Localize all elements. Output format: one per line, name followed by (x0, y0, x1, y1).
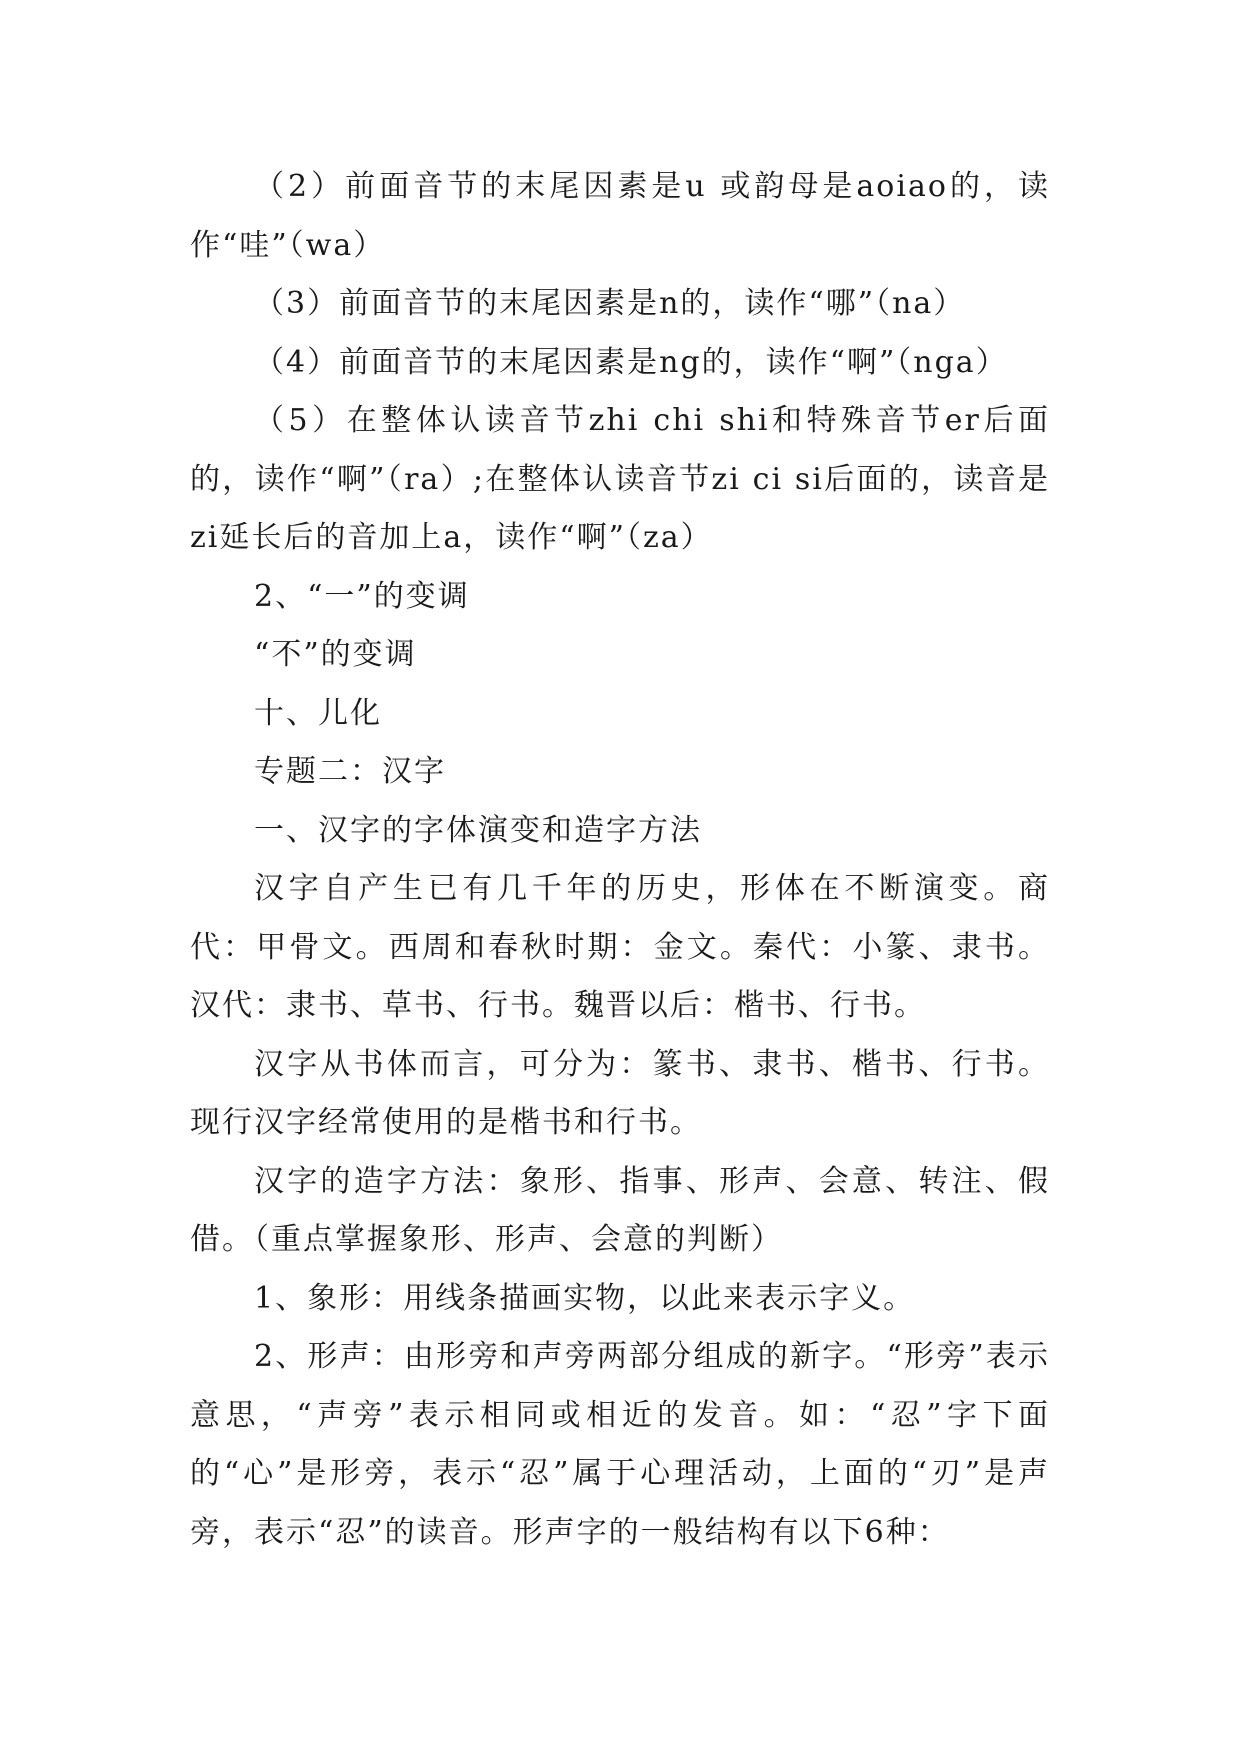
heading-zitiyanbian: 一、汉字的字体演变和造字方法 (254, 812, 702, 848)
paragraph-zitiyanbian: 汉字自产生已有几千年的历史，形体在不断演变。商代：甲骨文。西周和春秋时期：金文。秦代：小篆、隶书。汉代：隶书、草书、行书。魏晋以后：楷书、行书。 (190, 871, 1050, 1023)
paragraph-yuqici-wa: （2）前面音节的末尾因素是u 或韵母是aoiao的，读作“哇”（wa） (190, 169, 1050, 263)
paragraph-xiangxing: 1、象形：用线条描画实物，以此来表示字义。 (254, 1280, 916, 1316)
heading-zhuanti-er: 专题二：汉字 (254, 754, 446, 789)
paragraph-yuqici-nga: （4）前面音节的末尾因素是ng的，读作“啊”（nga） (254, 344, 1008, 380)
paragraph-yuqici-ra-za: （5）在整体认读音节zhi chi shi和特殊音节er后面的，读作“啊”（ra）;在整体认读音节zi ci si后面的，读音是zi延长后的音加上a，读作“啊”（za） (190, 403, 1050, 555)
heading-yi-biandiao: 2、“一”的变调 (254, 578, 470, 614)
paragraph-xingsheng: 2、形声：由形旁和声旁两部分组成的新字。“形旁”表示意思，“声旁”表示相同或相近的发音。如：“忍”字下面的“心”是形旁，表示“忍”属于心理活动，上面的“刃”是声旁，表示“忍”的读音。形声字的一般结构有以下6种： (190, 1339, 1050, 1550)
paragraph-yuqici-na: （3）前面音节的末尾因素是n的，读作“哪”（na） (254, 286, 966, 321)
document-body (190, 158, 1050, 1562)
heading-erhua: 十、儿化 (254, 695, 382, 731)
paragraph-zaozifangfa: 汉字的造字方法：象形、指事、形声、会意、转注、假借。（重点掌握象形、形声、会意的判断） (190, 1163, 1050, 1257)
heading-bu-biandiao: “不”的变调 (254, 637, 417, 672)
paragraph-shuti: 汉字从书体而言，可分为：篆书、隶书、楷书、行书。现行汉字经常使用的是楷书和行书。 (190, 1046, 1050, 1140)
